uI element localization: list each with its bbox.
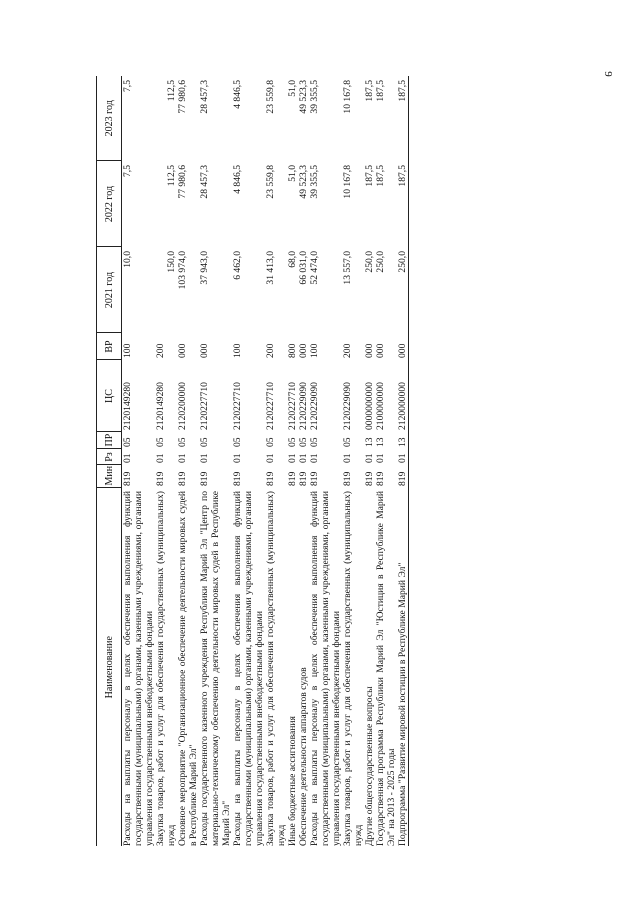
header-vr: ВР	[97, 333, 122, 360]
cell-pr: 05	[342, 437, 353, 447]
cell-2022: 7,5	[122, 165, 133, 177]
cell-2022: 28 457,3	[199, 165, 210, 199]
cell-pr: 05	[177, 437, 188, 447]
cell-rz: 01	[342, 453, 353, 463]
cell-2022: 4 846,5	[232, 165, 243, 194]
cell-min: 819	[364, 471, 375, 486]
cell-name: Расходы государственного казенного учреждения Республики Марий Эл "Центр по материально-техническому обеспечению деятельности мировых судей в Республике Марий Эл"	[199, 491, 232, 846]
cell-pr: 05	[122, 437, 133, 447]
cell-2023: 187,5	[375, 80, 386, 102]
cell-2023: 39 355,5	[309, 80, 320, 114]
cell-name: Обеспечение деятельности аппаратов судов	[298, 667, 309, 846]
cell-vr: 000	[177, 343, 188, 358]
cell-2023: 49 523,3	[298, 80, 309, 114]
cell-cs: 2120229090	[342, 382, 353, 430]
header-2021: 2021 год	[97, 247, 122, 333]
cell-2022: 77 980,6	[177, 165, 188, 199]
cell-vr: 000	[375, 343, 386, 358]
table-row	[155, 76, 177, 846]
cell-2023: 112,5	[166, 80, 177, 102]
cell-2021: 250,0	[375, 251, 386, 273]
cell-min: 819	[155, 471, 166, 486]
table-row	[287, 76, 298, 846]
cell-2021: 13 557,0	[342, 251, 353, 285]
cell-name: Закупка товаров, работ и услуг для обеспечения государственных (муниципальных) нужд	[342, 491, 364, 846]
cell-2023: 51,0	[287, 80, 298, 97]
cell-min: 819	[309, 471, 320, 486]
header-min: Мин	[97, 465, 122, 488]
cell-pr: 05	[155, 437, 166, 447]
cell-cs: 2100000000	[375, 382, 386, 430]
cell-cs: 2120227710	[199, 382, 210, 430]
cell-vr: 800	[287, 343, 298, 358]
table-row	[177, 76, 199, 846]
cell-2022: 39 355,5	[309, 165, 320, 199]
cell-min: 819	[298, 471, 309, 486]
cell-vr: 200	[342, 343, 353, 358]
cell-cs: 2120227710	[287, 382, 298, 430]
cell-name: Закупка товаров, работ и услуг для обеспечения государственных (муниципальных) нужд	[155, 491, 177, 846]
cell-name: Расходы на выплаты персоналу в целях обеспечения выполнения функций государственными (муниципальными) органами, казенными учреждениями, органами управления государственными внебюджетными фондами	[309, 491, 342, 846]
rotated-table-wrapper	[96, 76, 596, 846]
cell-2022: 51,0	[287, 165, 298, 182]
header-cs: ЦС	[97, 360, 122, 432]
cell-2022: 49 523,3	[298, 165, 309, 199]
cell-pr: 05	[287, 437, 298, 447]
cell-vr: 200	[265, 343, 276, 358]
cell-pr: 05	[232, 437, 243, 447]
cell-min: 819	[375, 471, 386, 486]
cell-2023: 28 457,3	[199, 80, 210, 114]
cell-rz: 01	[199, 453, 210, 463]
table-row	[342, 76, 364, 846]
header-2022: 2022 год	[97, 161, 122, 247]
cell-2022: 23 559,8	[265, 165, 276, 199]
table-row	[232, 76, 265, 846]
cell-2022: 187,5	[375, 165, 386, 187]
cell-min: 819	[122, 471, 133, 486]
cell-rz: 01	[375, 453, 386, 463]
cell-rz: 01	[287, 453, 298, 463]
cell-min: 819	[199, 471, 210, 486]
cell-2022: 112,5	[166, 165, 177, 187]
cell-rz: 01	[232, 453, 243, 463]
header-rz: Рз	[97, 449, 122, 465]
table-row	[364, 76, 375, 846]
cell-2021: 68,0	[287, 251, 298, 268]
cell-2021: 10,0	[122, 251, 133, 268]
cell-2021: 250,0	[397, 247, 409, 333]
page-number: 9	[602, 71, 614, 77]
cell-2021: 250,0	[364, 251, 375, 273]
table-row	[265, 76, 287, 846]
cell-2023: 4 846,5	[232, 80, 243, 109]
cell-pr: 05	[199, 437, 210, 447]
cell-cs: 0000000000	[364, 382, 375, 430]
budget-table	[96, 76, 409, 846]
cell-vr: 100	[309, 343, 320, 358]
cell-2023: 187,5	[364, 80, 375, 102]
cell-2023: 187,5	[397, 76, 409, 161]
cell-cs: 2120229090	[298, 382, 309, 430]
cell-rz: 01	[298, 453, 309, 463]
cell-name: Другие общегосударственные вопросы	[364, 686, 375, 846]
cell-min: 819	[265, 471, 276, 486]
cell-name: Подпрограмма "Развитие мировой юстиции в Республике Марий Эл"	[397, 488, 409, 846]
cell-2021: 150,0	[166, 251, 177, 273]
table-row	[122, 76, 156, 846]
cell-2023: 23 559,8	[265, 80, 276, 114]
header-pr: ПР	[97, 432, 122, 449]
cell-pr: 13	[364, 437, 375, 447]
cell-rz: 01	[309, 453, 320, 463]
cell-rz: 01	[177, 453, 188, 463]
cell-min: 819	[232, 471, 243, 486]
cell-cs: 2120227710	[232, 382, 243, 430]
cell-vr: 000	[298, 343, 309, 358]
cell-2021: 52 474,0	[309, 251, 320, 285]
cell-rz: 01	[265, 453, 276, 463]
cell-2022: 187,5	[364, 165, 375, 187]
cell-2021: 66 031,0	[298, 251, 309, 285]
cell-2023: 10 167,8	[342, 80, 353, 114]
cell-pr: 13	[375, 437, 386, 447]
table-header-row	[97, 76, 122, 846]
cell-rz: 01	[122, 453, 133, 463]
cell-pr: 05	[265, 437, 276, 447]
cell-2022: 187,5	[397, 161, 409, 247]
cell-2022: 10 167,8	[342, 165, 353, 199]
table-row	[397, 76, 409, 846]
cell-vr: 200	[155, 343, 166, 358]
cell-rz: 01	[155, 453, 166, 463]
cell-vr: 000	[397, 333, 409, 360]
cell-cs: 2120000000	[397, 360, 409, 432]
cell-2021: 31 413,0	[265, 251, 276, 285]
cell-pr: 05	[298, 437, 309, 447]
table-row	[375, 76, 397, 846]
cell-2021: 6 462,0	[232, 251, 243, 280]
table-row	[298, 76, 309, 846]
cell-min: 819	[397, 465, 409, 488]
cell-2023: 7,5	[122, 80, 133, 92]
cell-name: Расходы на выплаты персоналу в целях обеспечения выполнения функций государственными (муниципальными) органами, казенными учреждениями, органами управления государственными внебюджетными фондами	[122, 491, 155, 846]
cell-vr: 000	[199, 343, 210, 358]
cell-name: Основное мероприятие "Организационное обеспечение деятельности мировых судей в Республике Марий Эл"	[177, 491, 199, 846]
cell-name: Закупка товаров, работ и услуг для обеспечения государственных (муниципальных) нужд	[265, 491, 287, 846]
cell-pr: 05	[309, 437, 320, 447]
cell-rz: 01	[364, 453, 375, 463]
cell-cs: 2120200000	[177, 382, 188, 430]
cell-min: 819	[177, 471, 188, 486]
cell-cs: 2120227710	[265, 382, 276, 430]
cell-2021: 37 943,0	[199, 251, 210, 285]
cell-cs: 2120229090	[309, 382, 320, 430]
table-row	[309, 76, 342, 846]
budget-table-container	[96, 76, 596, 846]
cell-vr: 100	[232, 343, 243, 358]
cell-min: 819	[287, 471, 298, 486]
cell-name: Государственная программа Республики Марий Эл "Юстиция в Республике Марий Эл" на 2013 - 2025 годы	[375, 491, 397, 846]
cell-rz: 01	[397, 449, 409, 465]
cell-vr: 100	[122, 343, 133, 358]
cell-vr: 000	[364, 343, 375, 358]
cell-2021: 103 974,0	[177, 251, 188, 290]
header-2023: 2023 год	[97, 76, 122, 161]
cell-name: Расходы на выплаты персоналу в целях обеспечения выполнения функций государственными (муниципальными) органами, казенными учреждениями, органами управления государственными внебюджетными фондами	[232, 491, 265, 846]
header-name: Наименование	[97, 488, 122, 846]
cell-cs: 2120149280	[155, 382, 166, 430]
cell-pr: 13	[397, 432, 409, 449]
cell-name: Иные бюджетные ассигнования	[287, 716, 298, 846]
cell-min: 819	[342, 471, 353, 486]
cell-2023: 77 980,6	[177, 80, 188, 114]
table-row	[199, 76, 232, 846]
cell-cs: 2120149280	[122, 382, 133, 430]
